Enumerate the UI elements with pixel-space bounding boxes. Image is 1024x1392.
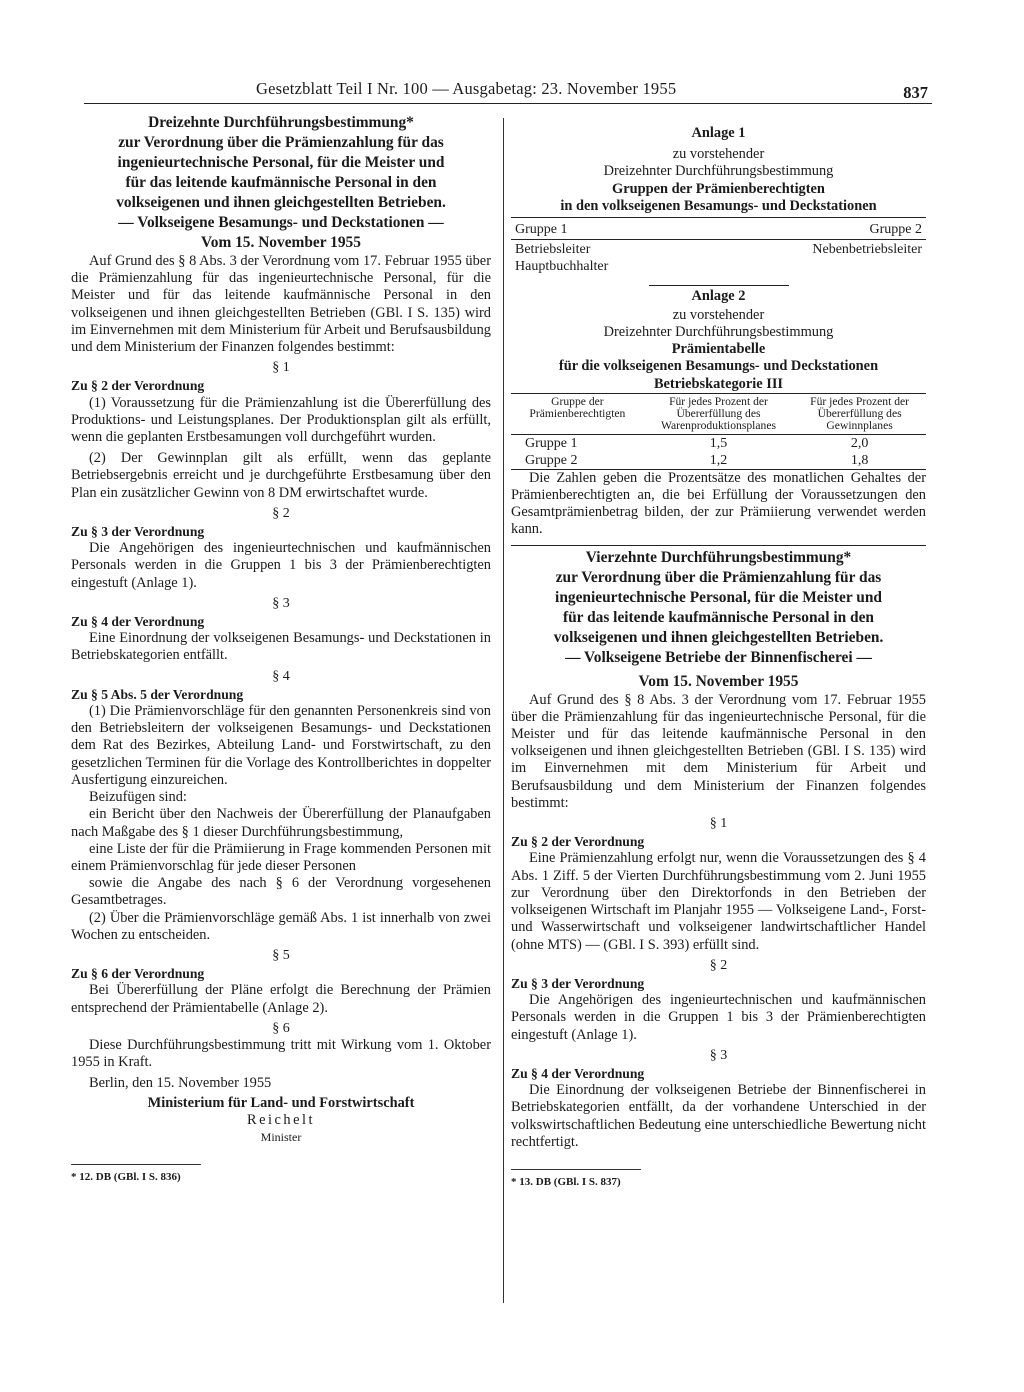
signer-title: Minister bbox=[260, 1129, 302, 1144]
left-column bbox=[71, 113, 491, 1186]
table-cell: 1,8 bbox=[850, 452, 869, 468]
section-number: § 1 bbox=[272, 360, 290, 376]
right-title bbox=[511, 548, 926, 692]
anlage-2-title: Anlage 2 bbox=[691, 287, 746, 304]
ministry-name: Ministerium für Land- und Forstwirtschaft bbox=[147, 1094, 415, 1111]
header-rule bbox=[84, 103, 932, 104]
list-item: ein Bericht über den Nachweis der Übererfüllung der Planaufgaben nach Maßgabe des § 1 dieser Durchführungsbestimmung, bbox=[71, 806, 491, 840]
anlage-2-heading: für die volkseigenen Besamungs- und Deckstationen bbox=[558, 358, 879, 375]
section-heading: Zu § 3 der Verordnung bbox=[71, 524, 205, 540]
right-title-date: Vom 15. November 1955 bbox=[638, 672, 799, 690]
paragraph: Bei Übererfüllung der Pläne erfolgt die Berechnung der Prämien entsprechend der Prämientabelle (Anlage 2). bbox=[71, 982, 491, 1016]
left-title-line: — Volkseigene Besamungs- und Deckstationen — bbox=[118, 214, 444, 231]
left-title-line: ingenieurtechnische Personal, für die Meister und bbox=[117, 154, 445, 171]
section-heading: Zu § 2 der Verordnung bbox=[511, 834, 645, 850]
right-intro: Auf Grund des § 8 Abs. 3 der Verordnung vom 17. Februar 1955 über die Prämienzahlung für das ingenieurtechnische Personal, für die Meister und für das leitende kaufmännische Personal in den volkseigenen und ihnen gleichgestellten Betrieben (GBl. I S. 135) wird im Einvernehmen mit dem Ministerium für Arbeit und Berufsausbildung und dem Ministerium der Finanzen folgendes bestimmt: bbox=[511, 691, 926, 811]
paragraph: (1) Voraussetzung für die Prämienzahlung ist die Übererfüllung des Produktions- und Leistungsplanes. Der Produktionsplan gilt als erfüllt, wenn die geplanten Erstbesamungen voll durchgeführt wurden. bbox=[71, 394, 491, 446]
table-header-row bbox=[511, 393, 926, 434]
premium-table bbox=[511, 393, 926, 470]
table-cell: Nebenbetriebsleiter bbox=[812, 242, 922, 258]
table-row bbox=[511, 240, 926, 277]
table-header-cell: Für jedes Prozent der Übererfüllung des Gewinnplanes bbox=[810, 394, 910, 432]
place-date: Berlin, den 15. November 1955 bbox=[89, 1075, 272, 1092]
groups-table bbox=[511, 220, 926, 277]
right-title-line: — Volkseigene Betriebe der Binnenfischerei — bbox=[565, 648, 872, 666]
table-rule bbox=[511, 217, 926, 218]
column-divider bbox=[503, 118, 504, 1303]
anlage-1-ref: zu vorstehender bbox=[672, 146, 765, 163]
paragraph: Die Angehörigen des ingenieurtechnischen und kaufmännischen Personals werden in die Gruppen 1 bis 3 der Prämienberechtigten eingestuft (Anlage 1). bbox=[511, 992, 926, 1043]
table-cell bbox=[511, 240, 703, 277]
anlage-2-ref: zu vorstehender bbox=[672, 306, 765, 323]
section-number: § 3 bbox=[709, 1047, 728, 1063]
section-heading: Zu § 6 der Verordnung bbox=[71, 966, 205, 982]
paragraph: (2) Über die Prämienvorschläge gemäß Abs. 1 ist innerhalb von zwei Wochen zu entscheiden. bbox=[71, 909, 491, 943]
paragraph: Die Angehörigen des ingenieurtechnischen und kaufmännischen Personals werden in die Gruppen 1 bis 3 der Prämienberechtigten eingestuft (Anlage 1). bbox=[71, 540, 491, 591]
left-title-line: für das leitende kaufmännische Personal in den bbox=[125, 174, 437, 191]
anlage-1-title: Anlage 1 bbox=[691, 125, 746, 141]
table-header-cell: Gruppe 2 bbox=[869, 222, 922, 238]
footnote-rule bbox=[71, 1164, 201, 1165]
section-heading: Zu § 5 Abs. 5 der Verordnung bbox=[71, 686, 244, 702]
table-header-cell: Für jedes Prozent der Übererfüllung des Warenproduktionsplanes bbox=[661, 394, 776, 432]
anlage-2-category: Betriebskategorie III bbox=[653, 375, 784, 392]
footnote: * 12. DB (GBl. I S. 836) bbox=[71, 1171, 181, 1184]
list-item: eine Liste der für die Prämiierung in Frage kommenden Personen mit einem Prämienvorschlag für jede dieser Personen bbox=[71, 840, 491, 874]
anlage-1-heading: in den volkseigenen Besamungs- und Deckstationen bbox=[560, 197, 877, 214]
left-title-line: zur Verordnung über die Prämienzahlung für das bbox=[118, 134, 444, 151]
section-heading: Zu § 4 der Verordnung bbox=[71, 614, 205, 630]
section-number: § 1 bbox=[709, 816, 728, 832]
footnote: * 13. DB (GBl. I S. 837) bbox=[511, 1175, 621, 1188]
anlage-2-ref: Dreizehnter Durchführungsbestimmung bbox=[603, 324, 834, 341]
section-number: § 2 bbox=[272, 505, 290, 521]
signer-name: Reichelt bbox=[247, 1111, 315, 1128]
anlage-2-heading: Prämientabelle bbox=[671, 341, 766, 358]
footnote-rule bbox=[511, 1169, 641, 1170]
paragraph: (2) Der Gewinnplan gilt als erfüllt, wenn das geplante Betriebsergebnis erreicht und je durchgeführte Erstbesamung über den Plan ein zusätzlicher Gewinn von 8 DM erwirtschaftet wurde. bbox=[71, 450, 491, 501]
section-heading: Zu § 4 der Verordnung bbox=[511, 1065, 645, 1081]
paragraph: Eine Prämienzahlung erfolgt nur, wenn die Voraussetzungen des § 4 Abs. 1 Ziff. 5 der Vierten Durchführungsbestimmung vom 2. Juni 1955 zur Verordnung über den Direktorfonds in den Betrieben der volkseigenen Wirtschaft im Planjahr 1955 — Volkseigene Land-, Forst- und Wasserwirtschaft und volkseigener landwirtschaftlicher Handel (ohne MTS) — (GBl. I S. 393) erfüllt sind. bbox=[511, 850, 926, 953]
table-row bbox=[511, 434, 926, 452]
left-title-line: volkseigenen und ihnen gleichgestellten Betrieben. bbox=[116, 194, 446, 211]
section-number: § 3 bbox=[272, 595, 290, 611]
table-cell: 1,5 bbox=[709, 435, 728, 451]
header-title: Gesetzblatt Teil I Nr. 100 — Ausgabetag: 23. November 1955 bbox=[256, 79, 677, 98]
paragraph: (1) Die Prämienvorschläge für den genannten Personenkreis sind von den Betriebsleitern der volkseigenen Besamungs- und Deckstationen dem Rat des Bezirkes, Abteilung Land- und Forstwirtschaft, zu den gesetzlichen Terminen für die Vorlage des Kontrollberichtes in doppelter Ausfertigung einzureichen. bbox=[71, 703, 491, 788]
section-rule bbox=[511, 545, 926, 546]
table-cell: 2,0 bbox=[850, 435, 869, 451]
paragraph: Beizufügen sind: bbox=[89, 789, 187, 806]
paragraph: Diese Durchführungsbestimmung tritt mit Wirkung vom 1. Oktober 1955 in Kraft. bbox=[71, 1036, 491, 1071]
anlage-1-ref: Dreizehnter Durchführungsbestimmung bbox=[603, 163, 834, 180]
table-header-cell: Gruppe 1 bbox=[515, 222, 568, 238]
section-number: § 5 bbox=[272, 947, 290, 963]
right-title-line: ingenieurtechnische Personal, für die Meister und bbox=[555, 588, 882, 606]
table-note: Die Zahlen geben die Prozentsätze des monatlichen Gehaltes der Prämienberechtigten an, die bei Erfüllung der Voraussetzungen den Gesamtprämienbetrag bilden, der zur Prämiierung verwendet werden kann. bbox=[511, 469, 926, 538]
left-title bbox=[71, 113, 491, 253]
left-title-date: Vom 15. November 1955 bbox=[201, 234, 361, 251]
section-number: § 2 bbox=[709, 957, 728, 973]
right-title-line: für das leitende kaufmännische Personal in den bbox=[563, 608, 874, 626]
section-number: § 4 bbox=[272, 668, 290, 684]
section-heading: Zu § 3 der Verordnung bbox=[511, 975, 645, 991]
right-title-line: volkseigenen und ihnen gleichgestellten Betrieben. bbox=[553, 628, 884, 646]
separator-rule bbox=[649, 285, 789, 286]
page-number: 837 bbox=[903, 83, 928, 102]
paragraph: Die Einordnung der volkseigenen Betriebe der Binnenfischerei in Betriebskategorien entfällt, da der vorhandene Unterschied in der volkswirtschaftlichen Bedeutung eine unterschiedliche Bewertung nicht rechtfertigt. bbox=[511, 1082, 926, 1150]
page-header bbox=[84, 80, 932, 104]
right-title-line: zur Verordnung über die Prämienzahlung für das bbox=[555, 568, 882, 586]
table-row bbox=[511, 452, 926, 470]
table-cell: Gruppe 2 bbox=[525, 452, 578, 468]
list-item: sowie die Angabe des nach § 6 der Verordnung vorgesehenen Gesamtbetrages. bbox=[71, 875, 491, 909]
anlage-1-heading: Gruppen der Prämienberechtigten bbox=[612, 180, 825, 197]
group-member: Hauptbuchhalter bbox=[515, 259, 609, 275]
section-heading: Zu § 2 der Verordnung bbox=[71, 378, 205, 394]
group-member: Betriebsleiter bbox=[515, 242, 591, 258]
left-intro: Auf Grund des § 8 Abs. 3 der Verordnung vom 17. Februar 1955 über die Prämienzahlung für das ingenieurtechnische Personal, für die Meister und für das leitende kaufmännische Personal in den volkseigenen und ihnen gleichgestellten Betrieben (GBl. I S. 135) wird im Einvernehmen mit dem Ministerium für Arbeit und Berufsausbildung und dem Ministerium der Finanzen folgendes bestimmt: bbox=[71, 253, 491, 356]
table-cell: 1,2 bbox=[709, 452, 728, 468]
right-title-line: Vierzehnte Durchführungsbestimmung* bbox=[585, 548, 852, 566]
table-header-row bbox=[511, 220, 926, 240]
table-cell: Gruppe 1 bbox=[525, 435, 578, 451]
paragraph: Eine Einordnung der volkseigenen Besamungs- und Deckstationen in Betriebskategorien entfällt. bbox=[71, 630, 491, 664]
right-column bbox=[511, 113, 926, 1191]
section-number: § 6 bbox=[272, 1020, 290, 1036]
table-header-cell: Gruppe der Prämienberechtigten bbox=[529, 394, 626, 420]
left-title-line: Dreizehnte Durchführungsbestimmung* bbox=[148, 114, 414, 131]
